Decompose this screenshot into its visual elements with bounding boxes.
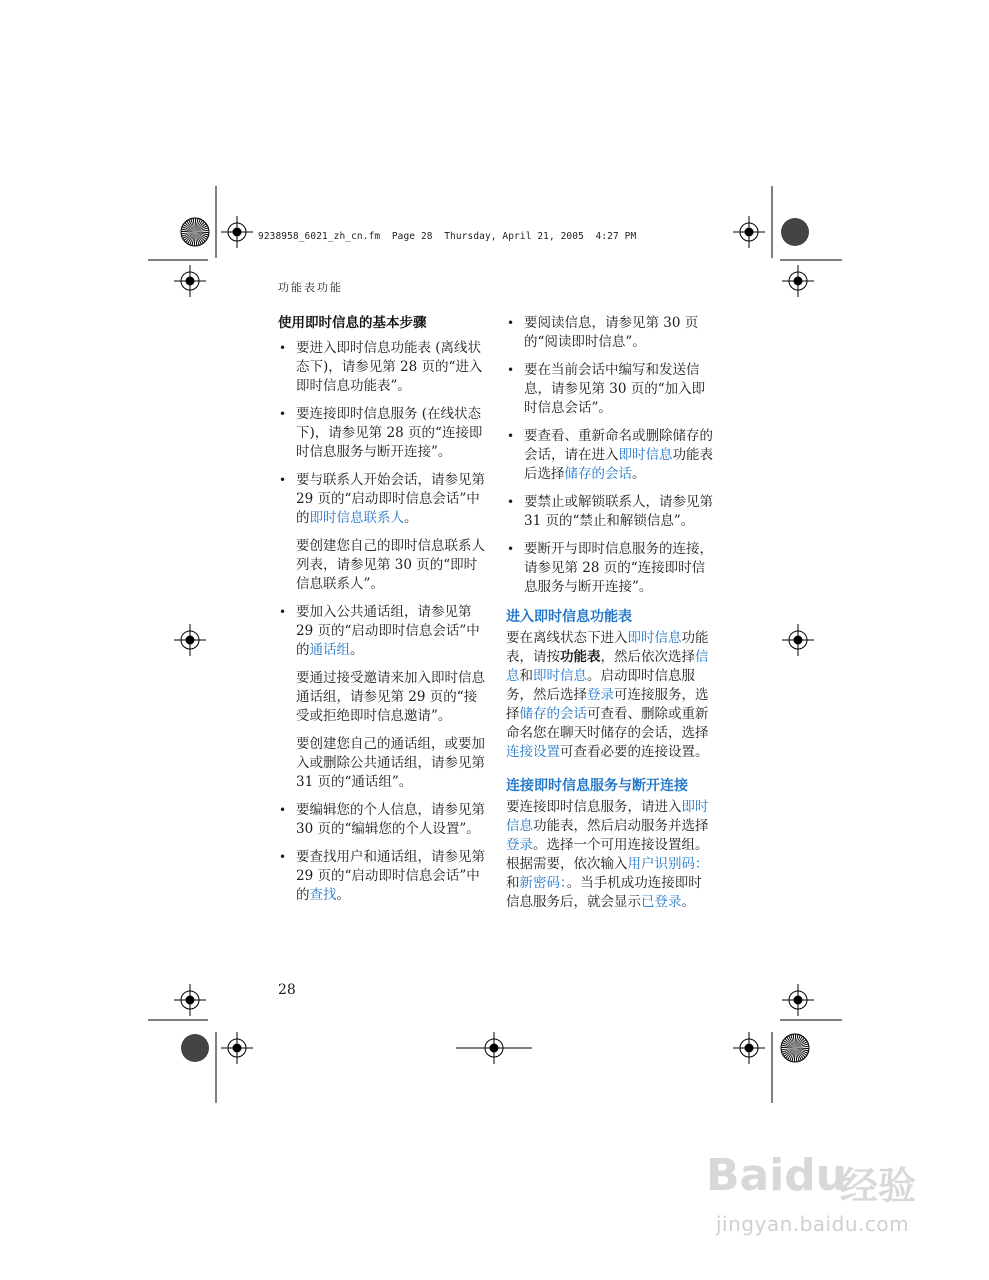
bullet-icon: • xyxy=(279,803,287,817)
link-text[interactable]: 通话组 xyxy=(309,642,350,658)
watermark-url: jingyan.baidu.com xyxy=(716,1212,910,1236)
bullet-icon: • xyxy=(279,473,287,487)
list-item xyxy=(506,493,714,531)
link-text[interactable]: 即时信息 xyxy=(533,668,587,684)
list-item xyxy=(278,339,488,396)
body-text: 和 xyxy=(519,668,533,684)
list-item xyxy=(278,405,488,462)
body-text: 要连接即时信息服务，请进入 xyxy=(506,799,682,815)
link-text[interactable]: 即时信息 xyxy=(618,447,673,463)
crosshair-icon xyxy=(733,216,765,248)
heading-enter-im-menu: 进入即时信息功能表 xyxy=(506,609,632,625)
body-text: 要在当前会话中编写和发送信息，请参见第 30 页的“加入即时信息会话”。 xyxy=(524,362,706,416)
body-text: 功能表，请按 xyxy=(506,630,709,665)
watermark-brand: Baidu xyxy=(706,1150,848,1201)
body-text: 和 xyxy=(506,875,520,891)
link-text[interactable]: 已登录 xyxy=(641,894,682,910)
crosshair-icon xyxy=(174,265,206,297)
body-text: 要在离线状态下进入 xyxy=(506,630,628,646)
list-item xyxy=(278,848,488,905)
bullet-icon: • xyxy=(507,495,515,509)
list-subparagraph: 要创建您自己的即时信息联系人列表，请参见第 30 页的“即时信息联系人”。 xyxy=(296,538,485,592)
crosshair-icon xyxy=(782,265,814,297)
registration-star-icon xyxy=(781,1034,809,1062)
crosshair-icon xyxy=(782,624,814,656)
left-bullet-list xyxy=(278,339,488,905)
link-text[interactable]: 登录 xyxy=(587,687,614,703)
link-text[interactable]: 用户识别码： xyxy=(627,856,709,872)
body-text: 。启动即时信息服务，然后选择 xyxy=(506,668,695,703)
heading-connect-disconnect: 连接即时信息服务与断开连接 xyxy=(506,778,688,794)
body-text: 可查看、删除或重新命名您在聊天时储存的会话，选择 xyxy=(506,706,709,741)
list-item xyxy=(506,314,714,352)
registration-dot-icon xyxy=(781,218,809,246)
body-text: 可查看必要的连接设置。 xyxy=(560,744,709,760)
body-text: 功能表，然后启动服务并选择 xyxy=(533,818,709,834)
bold-text: 功能表 xyxy=(560,649,601,665)
body-text: 。 xyxy=(681,894,695,910)
list-item xyxy=(506,540,714,597)
crosshair-icon xyxy=(221,216,253,248)
registration-star-icon xyxy=(181,218,209,246)
body-text: 。 xyxy=(336,887,350,903)
body-text: 要连接即时信息服务 (在线状态下)，请参见第 28 页的“连接即时信息服务与断开连接”。 xyxy=(296,406,483,460)
list-item xyxy=(278,471,488,528)
body-text: 功能表后选择 xyxy=(524,447,713,482)
bullet-icon: • xyxy=(507,542,515,556)
bullet-icon: • xyxy=(279,850,287,864)
link-text[interactable]: 储存的会话 xyxy=(564,466,632,482)
list-item xyxy=(278,801,488,839)
body-text: 。 xyxy=(632,466,646,482)
bullet-icon: • xyxy=(507,316,515,330)
bullet-icon: • xyxy=(279,341,287,355)
body-text: 要查找用户和通话组，请参见第 29 页的“启动即时信息会话”中的 xyxy=(296,849,485,903)
link-text[interactable]: 即时信息 xyxy=(506,799,709,834)
body-text: ，然后依次选择 xyxy=(600,649,695,665)
link-text[interactable]: 信息 xyxy=(506,649,709,684)
right-bullet-list xyxy=(506,314,714,597)
right-column xyxy=(506,314,714,912)
section-title: 功能表功能 xyxy=(278,281,343,294)
crosshair-icon xyxy=(174,984,206,1016)
body-text: 。选择一个可用连接设置组。根据需要，依次输入 xyxy=(506,837,709,872)
body-text: 可连接服务，选择 xyxy=(506,687,709,722)
link-text[interactable]: 储存的会话 xyxy=(519,706,587,722)
bullet-icon: • xyxy=(507,363,515,377)
paragraph-enter-im-menu xyxy=(506,629,714,762)
link-text[interactable]: 即时信息联系人 xyxy=(309,510,404,526)
crosshair-icon xyxy=(174,624,206,656)
body-text: 要断开与即时信息服务的连接，请参见第 28 页的“连接即时信息服务与断开连接”。 xyxy=(524,541,713,595)
subheading: 使用即时信息的基本步骤 xyxy=(278,315,427,331)
link-text[interactable]: 登录 xyxy=(506,837,533,853)
page-number: 28 xyxy=(278,982,296,998)
paragraph-connect-disconnect xyxy=(506,798,714,912)
list-item xyxy=(278,603,488,660)
link-text[interactable]: 新密码： xyxy=(519,875,567,891)
body-text: 要加入公共通话组，请参见第 29 页的“启动即时信息会话”中的 xyxy=(296,604,480,658)
bullet-icon: • xyxy=(507,429,515,443)
crosshair-icon xyxy=(782,984,814,1016)
crosshair-icon xyxy=(733,1032,765,1064)
body-text: 。当手机成功连接即时信息服务后，就会显示 xyxy=(506,875,702,910)
link-text[interactable]: 即时信息 xyxy=(627,630,682,646)
link-text[interactable]: 连接设置 xyxy=(506,744,560,760)
body-text: 。 xyxy=(404,510,418,526)
left-column xyxy=(278,314,488,914)
body-text: 要编辑您的个人信息，请参见第 30 页的“编辑您的个人设置”。 xyxy=(296,802,485,837)
body-text: 要查看、重新命名或删除储存的会话，请在进入 xyxy=(524,428,713,463)
watermark-brand-cn: 经验 xyxy=(840,1164,917,1208)
bullet-icon: • xyxy=(279,605,287,619)
body-text: 要进入即时信息功能表 (离线状态下)，请参见第 28 页的“进入即时信息功能表”。 xyxy=(296,340,483,394)
body-text: 。 xyxy=(350,642,364,658)
body-text: 要与联系人开始会话，请参见第 29 页的“启动即时信息会话”中的 xyxy=(296,472,485,526)
bullet-icon: • xyxy=(279,407,287,421)
file-header: 9238958_6021_zh_cn.fm Page 28 Thursday, April 21, 2005 4:27 PM xyxy=(258,231,637,242)
body-text: 要禁止或解锁联系人，请参见第 31 页的“禁止和解锁信息”。 xyxy=(524,494,713,529)
body-text: 要阅读信息，请参见第 30 页的“阅读即时信息”。 xyxy=(524,315,699,350)
registration-dot-icon xyxy=(181,1034,209,1062)
list-item xyxy=(506,427,714,484)
crosshair-icon xyxy=(221,1032,253,1064)
list-subparagraph: 要通过接受邀请来加入即时信息通话组，请参见第 29 页的“接受或拒绝即时信息邀请”。 xyxy=(296,670,485,724)
link-text[interactable]: 查找 xyxy=(309,887,337,903)
list-subparagraph: 要创建您自己的通话组，或要加入或删除公共通话组，请参见第 31 页的“通话组”。 xyxy=(296,736,485,790)
list-item xyxy=(506,361,714,418)
